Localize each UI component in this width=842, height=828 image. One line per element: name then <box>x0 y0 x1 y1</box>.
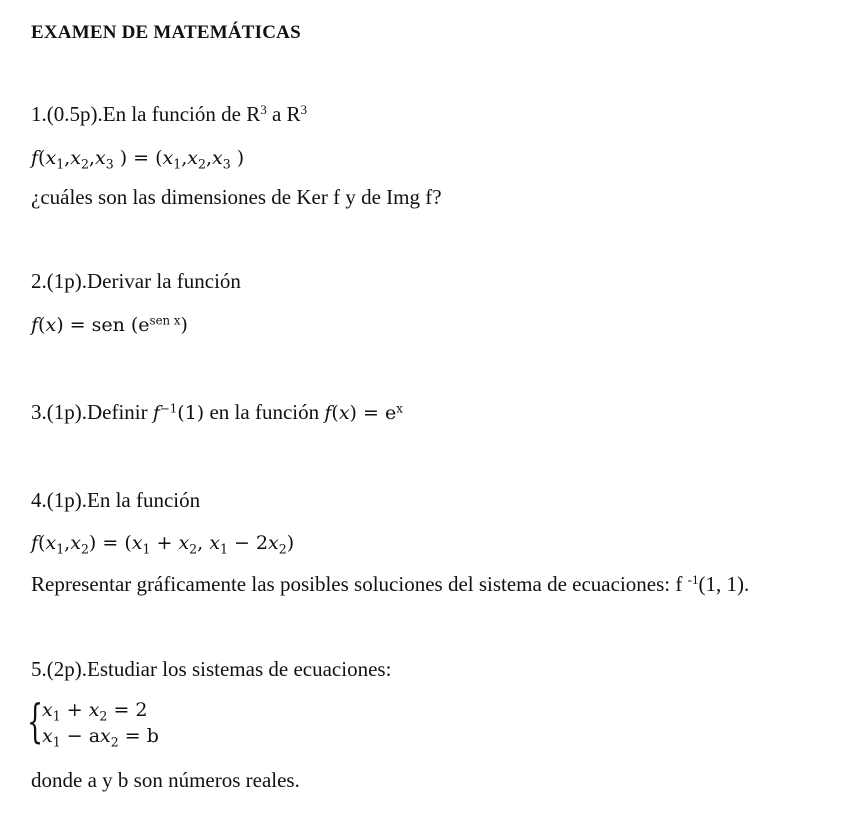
question-1-question: ¿cuáles son las dimensiones de Ker f y de Img f? <box>31 185 442 209</box>
question-4-task: Representar gráficamente las posibles soluciones del sistema de ecuaciones: f $^{-1}$(1, 1). <box>31 571 750 596</box>
question-1-statement: 1.(0.5p).En la función de $R^3$ a $R^3$ <box>31 101 308 126</box>
question-2-formula: f(x) = sen $(e^{sen x})$ <box>31 313 188 336</box>
question-5-statement: 5.(2p).Estudiar los sistemas de ecuaciones: <box>31 657 392 681</box>
question-4-formula: $f(x_1,x_2) = (x_1 + x_2$, $x_1 - 2x_2$) <box>31 532 295 557</box>
system-equation-1: $x_1 + x_2 = 2$ <box>42 699 148 724</box>
question-3-statement: 3.(1p).Definir $f^{-1}(1)$ en la función $f(x) = e^x$ <box>31 400 403 424</box>
question-5-footer: donde a y b son números reales. <box>31 768 300 792</box>
question-1-formula: $f(x_1,x_2,x_3$ ) = ($x_1,x_2,x_3$ ) <box>31 147 245 172</box>
system-equation-2: $x_1 - ax_2 = b$ <box>42 725 159 750</box>
question-4-statement: 4.(1p).En la función <box>31 488 201 512</box>
exam-title: EXAMEN DE MATEMÁTICAS <box>31 22 301 43</box>
question-2-statement: 2.(1p).Derivar la función <box>31 269 241 293</box>
system-brace: { <box>27 694 44 748</box>
